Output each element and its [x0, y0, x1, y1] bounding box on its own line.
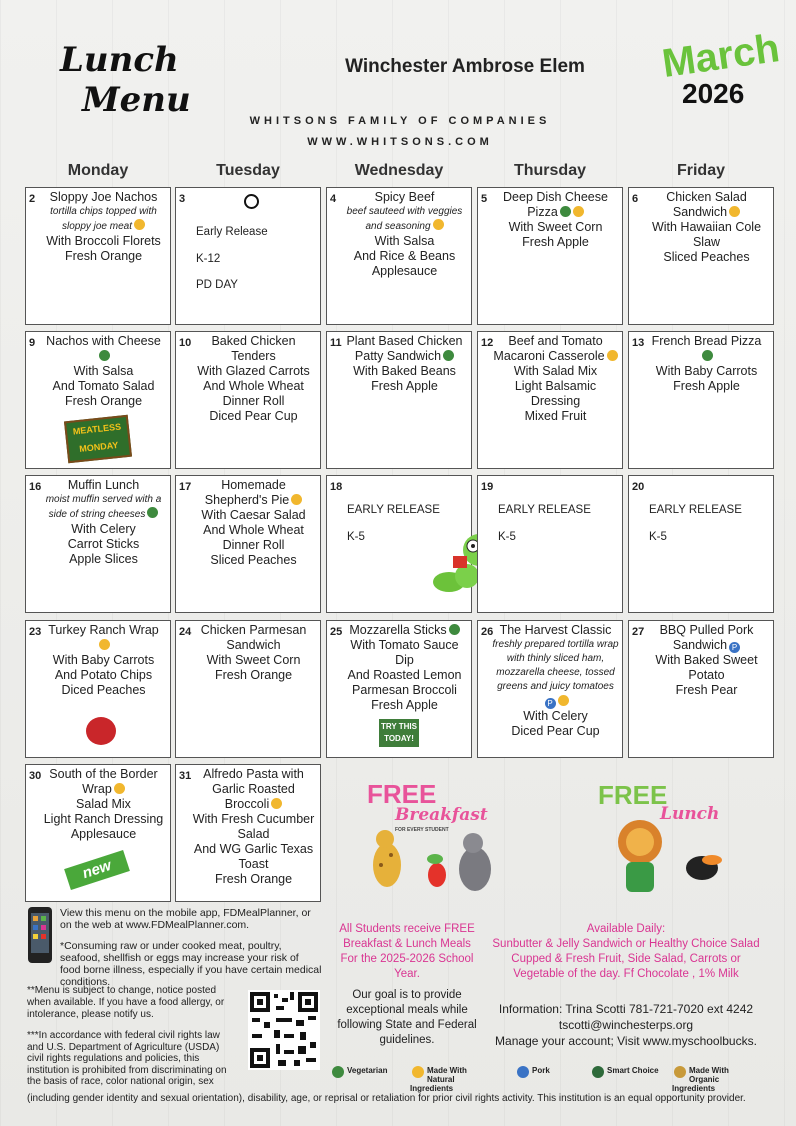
- date-number: 9: [29, 337, 36, 349]
- change-note: **Menu is subject to change, notice posted when available. If you have a food allergy, or intolerance, please notify us.: [27, 985, 225, 1020]
- menu-item: With Broccoli Florets: [46, 234, 161, 248]
- meatless-monday-badge: MEATLESS MONDAY: [64, 415, 132, 463]
- item-description: moist muffin served with a side of string cheeses: [45, 494, 162, 520]
- menu-item: And WG Garlic Texas Toast: [193, 842, 314, 871]
- menu-item: Fresh Orange: [64, 394, 143, 408]
- menu-item: [40, 638, 167, 653]
- menu-item: Diced Pear Cup: [209, 409, 298, 423]
- day-cell-31: [175, 764, 321, 902]
- menu-item: Light Ranch Dressing: [43, 812, 164, 826]
- menu-item: Spicy Beef: [374, 190, 435, 204]
- menu-items: [643, 190, 770, 265]
- day-cell-12: [477, 331, 623, 469]
- menu-item: BBQ Pulled Pork Sandwich P: [659, 623, 754, 652]
- menu-item: With Celery: [71, 522, 136, 536]
- day-header-wednesday: Wednesday: [354, 162, 444, 179]
- menu-item: Turkey Ranch Wrap: [48, 623, 159, 637]
- menu-items: [341, 623, 468, 713]
- company-name: WHITSONS FAMILY OF COMPANIES: [249, 115, 551, 127]
- legend-label: Smart Choice: [607, 1066, 659, 1075]
- legend-item: [672, 1066, 757, 1093]
- menu-item: With Baked Sweet Potato: [655, 653, 758, 682]
- menu-item: With Salsa: [374, 234, 435, 248]
- promo-lunch-word: Lunch: [660, 804, 720, 824]
- year-label: 2026: [682, 78, 745, 109]
- circle-icon: [244, 194, 259, 209]
- day-cell-11: [326, 331, 472, 469]
- legend-icon: [674, 1066, 686, 1078]
- day-cell-9: [25, 331, 171, 469]
- note-text: EARLY RELEASE: [498, 504, 591, 516]
- menu-items: [40, 478, 167, 567]
- legend-label: Made With Natural Ingredients: [410, 1066, 467, 1093]
- giraffe-icon: [355, 825, 505, 895]
- menu-item: Fresh Orange: [214, 668, 293, 682]
- menu-item: Light Balsamic Dressing: [514, 379, 597, 408]
- free-meals-note: All Students receive FREE Breakfast & Lunch Meals For the 2025-2026 School Year.: [339, 923, 475, 980]
- date-number: 5: [481, 193, 488, 205]
- menu-item: [643, 349, 770, 364]
- menu-item: Fresh Orange: [214, 872, 293, 886]
- menu-items: [643, 623, 770, 698]
- civil-rights-note-cont: (including gender identity and sexual orientation), disability, age, or reprisal or retaliation for prior civil rights activity. This institution is an equal opportunity provider.: [27, 1093, 746, 1104]
- menu-item: With Baked Beans: [353, 364, 456, 378]
- menu-item: With Sweet Corn: [508, 220, 603, 234]
- promo-tag: FOR EVERY STUDENT: [395, 827, 449, 833]
- date-number: 23: [29, 626, 42, 638]
- note-text: K-12: [196, 253, 221, 265]
- day-cell-16: [25, 475, 171, 613]
- menu-item: With Celery: [523, 709, 588, 723]
- natural-ingredients-icon: [271, 798, 282, 809]
- menu-item: Chicken Salad Sandwich: [666, 190, 747, 219]
- menu-items: [341, 334, 468, 394]
- menu-item: The Harvest Classic: [499, 623, 612, 637]
- day-cell-5: [477, 187, 623, 325]
- day-cell-17: [175, 475, 321, 613]
- date-number: 17: [179, 481, 192, 493]
- natural-ingredients-icon: [573, 206, 584, 217]
- natural-ingredients-icon: [114, 783, 125, 794]
- menu-item: Sliced Peaches: [210, 553, 297, 567]
- menu-item: Applesauce: [371, 264, 438, 278]
- menu-item: With Salad Mix: [513, 364, 598, 378]
- day-cell-26: [477, 620, 623, 758]
- menu-item: And Potato Chips: [54, 668, 153, 682]
- try-this-today-badge: TRY THIS TODAY!: [379, 719, 419, 747]
- menu-item: With Glazed Carrots: [197, 364, 310, 378]
- legend-icon: [517, 1066, 529, 1078]
- title-menu: Menu: [82, 80, 191, 120]
- day-cell-4: [326, 187, 472, 325]
- natural-ingredients-icon: [607, 350, 618, 361]
- available-daily-text: Sunbutter & Jelly Sandwich or Healthy Choice Salad Cupped & Fresh Fruit, Side Salad, Carrots or Vegetable of the day. Ff Chocolate , 1% Milk: [492, 938, 760, 980]
- menu-item: [40, 349, 167, 364]
- menu-item: Applesauce: [70, 827, 137, 841]
- menu-item: And Roasted Lemon Parmesan Broccoli: [347, 668, 462, 697]
- menu-items: [190, 767, 317, 887]
- day-header-thursday: Thursday: [513, 162, 586, 179]
- menu-item: Baked Chicken Tenders: [211, 334, 296, 363]
- pork-icon: P: [729, 642, 740, 653]
- vegetarian-icon: [147, 507, 158, 518]
- menu-items: [190, 623, 317, 683]
- contact-email[interactable]: tscotti@winchesterps.org: [558, 1018, 694, 1032]
- school-name: Winchester Ambrose Elem: [345, 56, 585, 77]
- menu-item: With Salsa: [73, 364, 134, 378]
- menu-item: With Hawaiian Cole Slaw: [651, 220, 762, 249]
- menu-item: Fresh Apple: [522, 235, 589, 249]
- legend-item: [330, 1066, 408, 1078]
- menu-item: Chicken Parmesan Sandwich: [200, 623, 307, 652]
- new-ribbon-badge: new: [64, 850, 130, 890]
- legend-icon: [332, 1066, 344, 1078]
- menu-items: [190, 334, 317, 424]
- menu-items: [40, 767, 167, 842]
- menu-item: With Baby Carrots: [52, 653, 155, 667]
- date-number: 11: [330, 337, 342, 349]
- date-number: 13: [632, 337, 645, 349]
- note-text: EARLY RELEASE: [649, 504, 742, 516]
- date-number: 24: [179, 626, 192, 638]
- day-cell-19: [477, 475, 623, 613]
- day-cell-25: [326, 620, 472, 758]
- legend-icon: [592, 1066, 604, 1078]
- menu-item: And Tomato Salad: [52, 379, 155, 393]
- phone-icon: [27, 906, 55, 966]
- legend-icon: [412, 1066, 424, 1078]
- menu-item: Diced Peaches: [61, 683, 146, 697]
- note-text: K-5: [498, 531, 516, 543]
- promo-free-word-lunch: FREE: [598, 780, 668, 810]
- item-description: beef sauteed with veggies and seasoning: [346, 206, 463, 232]
- day-cell-2: [25, 187, 171, 325]
- natural-ingredients-icon: [433, 219, 444, 230]
- date-number: 10: [179, 337, 192, 349]
- menu-item: With Sweet Corn: [206, 653, 301, 667]
- menu-items: [40, 334, 167, 409]
- item-description: tortilla chips topped with sloppy joe meat: [50, 206, 157, 232]
- available-daily-title: Available Daily:: [586, 923, 666, 935]
- civil-rights-note: ***In accordance with federal civil rights law and U.S. Department of Agriculture (USDA) civil rights regulations and policies, this institution is prohibited from discriminating on the basis of race, color national origin, sex: [27, 1030, 227, 1087]
- date-number: 19: [481, 481, 494, 493]
- menu-item: With Baby Carrots: [655, 364, 758, 378]
- vegetarian-icon: [449, 624, 460, 635]
- menu-item: Homemade Shepherd's Pie: [190, 478, 317, 508]
- day-cell-13: [628, 331, 774, 469]
- promo-free-word: FREE: [367, 779, 437, 809]
- menu-item: And Rice & Beans: [353, 249, 456, 263]
- legend-label: Vegetarian: [347, 1066, 388, 1075]
- day-cell-24: [175, 620, 321, 758]
- day-cell-6: [628, 187, 774, 325]
- date-number: 30: [29, 770, 42, 782]
- date-number: 27: [632, 626, 645, 638]
- day-cell-23: [25, 620, 171, 758]
- free-lunch-promo: [590, 778, 735, 893]
- item-description: freshly prepared tortilla wrap with thinly sliced ham, mozzarella cheese, tossed greens and juicy tomatoes: [492, 639, 619, 692]
- date-number: 4: [330, 193, 337, 205]
- menu-item: And Whole Wheat Dinner Roll: [203, 379, 304, 408]
- website-link[interactable]: WWW.WHITSONS.COM: [307, 136, 493, 148]
- menu-item: Alfredo Pasta with Garlic Roasted Broccoli: [203, 767, 304, 811]
- natural-ingredients-icon: [729, 206, 740, 217]
- vegetarian-icon: [99, 350, 110, 361]
- manage-account-note[interactable]: Manage your account; Visit www.myschoolbucks.: [495, 1034, 757, 1048]
- menu-item: Fresh Apple: [673, 379, 740, 393]
- contact-info: Information: Trina Scotti 781-721-7020 ext 4242: [498, 1002, 754, 1016]
- note-text: K-5: [649, 531, 667, 543]
- date-number: 25: [330, 626, 343, 638]
- day-cell-27: [628, 620, 774, 758]
- natural-ingredients-icon: [99, 639, 110, 650]
- menu-items: [341, 190, 468, 279]
- date-number: 12: [481, 337, 494, 349]
- natural-ingredients-icon: [558, 695, 569, 706]
- menu-item: Carrot Sticks: [67, 537, 140, 551]
- legend-item: [515, 1066, 593, 1078]
- date-number: 26: [481, 626, 494, 638]
- menu-item: South of the Border Wrap: [49, 767, 158, 796]
- day-cell-10: [175, 331, 321, 469]
- menu-item: Plant Based Chicken Patty Sandwich: [346, 334, 463, 363]
- menu-item: With Tomato Sauce Dip: [350, 638, 459, 667]
- note-text: PD DAY: [196, 279, 238, 291]
- menu-item: Salad Mix: [76, 797, 131, 811]
- date-number: 20: [632, 481, 645, 493]
- app-note: View this menu on the mobile app, FDMealPlanner, or on the web at www.FDMealPlanner.com.: [60, 907, 311, 931]
- menu-item: And Whole Wheat Dinner Roll: [203, 523, 304, 552]
- day-cell-18: [326, 475, 472, 613]
- note-text: EARLY RELEASE: [347, 504, 440, 516]
- date-number: 2: [29, 193, 36, 205]
- menu-item: French Bread Pizza: [651, 334, 762, 348]
- legend-item: [590, 1066, 668, 1078]
- day-header-tuesday: Tuesday: [216, 162, 280, 179]
- menu-item: Fresh Orange: [64, 249, 143, 263]
- menu-item: Mozzarella Sticks: [341, 623, 468, 638]
- menu-item: Sloppy Joe Nachos: [49, 190, 158, 204]
- apple-icon: [86, 717, 116, 745]
- menu-item: Fresh Pear: [675, 683, 738, 697]
- vegetarian-icon: [702, 350, 713, 361]
- legend-label: Pork: [532, 1066, 550, 1075]
- qr-code-icon[interactable]: [248, 990, 320, 1070]
- day-cell-20: [628, 475, 774, 613]
- date-number: 6: [632, 193, 639, 205]
- legend-item: [410, 1066, 488, 1093]
- legend-label: Made With Organic Ingredients: [672, 1066, 729, 1093]
- menu-items: [492, 623, 619, 739]
- natural-ingredients-icon: [134, 219, 145, 230]
- menu-items: [492, 190, 619, 250]
- day-header-monday: Monday: [67, 162, 129, 179]
- menu-items: [40, 190, 167, 264]
- consume-note: *Consuming raw or under cooked meat, poultry, seafood, shellfish or eggs may increase your risk of food borne illness, especially if you have certain medical conditions.: [60, 940, 322, 988]
- vegetarian-icon: [560, 206, 571, 217]
- date-number: 31: [179, 770, 192, 782]
- day-cell-30: [25, 764, 171, 902]
- menu-item: Fresh Apple: [371, 698, 438, 712]
- vegetarian-icon: [443, 350, 454, 361]
- menu-item: Diced Pear Cup: [511, 724, 600, 738]
- day-header-friday: Friday: [676, 162, 725, 179]
- day-cell-3: [175, 187, 321, 325]
- menu-items: [492, 334, 619, 424]
- menu-item: With Fresh Cucumber Salad: [192, 812, 315, 841]
- natural-ingredients-icon: [291, 494, 302, 505]
- menu-item: [492, 694, 619, 709]
- lion-icon: [590, 816, 735, 896]
- menu-item: Apple Slices: [69, 552, 138, 566]
- date-number: 18: [330, 481, 343, 493]
- free-breakfast-promo: [355, 775, 505, 895]
- menu-item: With Caesar Salad: [201, 508, 306, 522]
- menu-items: [190, 478, 317, 568]
- note-text: Early Release: [196, 226, 268, 238]
- date-number: 16: [29, 481, 42, 493]
- menu-item: Fresh Apple: [371, 379, 438, 393]
- date-number: 3: [179, 193, 186, 205]
- month-label: March: [659, 26, 783, 86]
- note-text: K-5: [347, 531, 365, 543]
- pork-icon: P: [545, 698, 556, 709]
- menu-item: Deep Dish Cheese Pizza: [503, 190, 608, 219]
- title-lunch: Lunch: [60, 40, 179, 80]
- goal-note: Our goal is to provide exceptional meals while following State and Federal guidelines.: [337, 989, 477, 1046]
- menu-item: Muffin Lunch: [67, 478, 140, 492]
- menu-item: Sliced Peaches: [663, 250, 750, 264]
- menu-item: Nachos with Cheese: [46, 334, 161, 348]
- menu-items: [40, 623, 167, 698]
- menu-item: Mixed Fruit: [524, 409, 587, 423]
- promo-breakfast-word: Breakfast: [395, 805, 488, 825]
- menu-items: [643, 334, 770, 394]
- menu-item: Beef and Tomato Macaroni Casserole: [492, 334, 619, 364]
